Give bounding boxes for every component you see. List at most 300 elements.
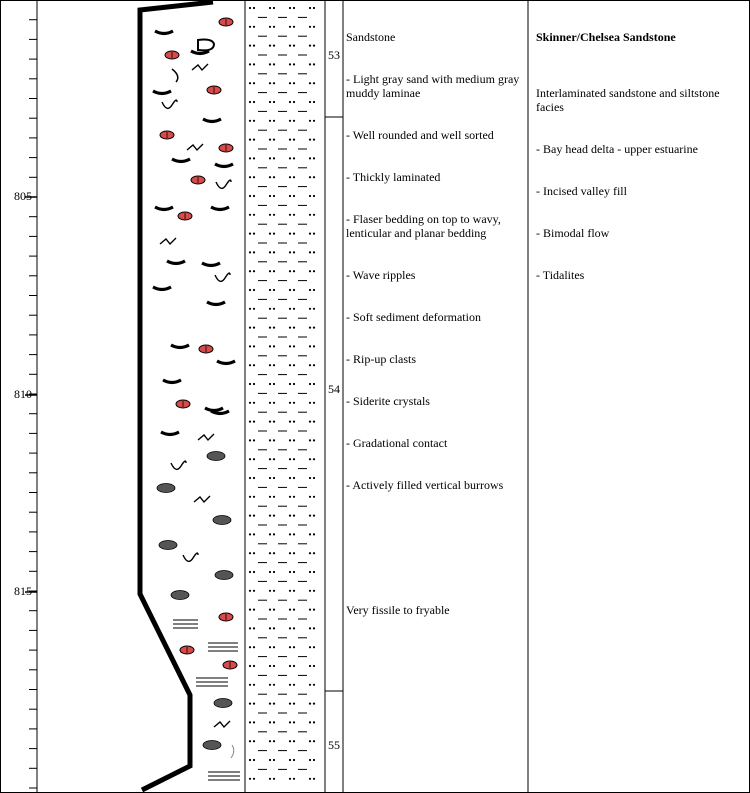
sand-dot [293,7,295,9]
sand-dot [249,101,251,103]
sand-dot [249,157,251,159]
sand-dot [289,778,291,780]
sand-dot [253,721,255,723]
sand-dot [249,120,251,122]
burrow-icon [194,496,210,502]
burrow-icon [214,721,230,727]
sand-dot [293,101,295,103]
ripple-icon [163,380,181,383]
sand-dot [269,402,271,404]
sand-dot [249,82,251,84]
sand-dot [253,82,255,84]
sand-dot [253,308,255,310]
sand-dot [269,101,271,103]
sand-dot [269,214,271,216]
sand-dot [293,740,295,742]
sand-dot [273,439,275,441]
clast-icon [213,516,231,525]
sand-dot [309,515,311,517]
sand-dot [249,270,251,272]
clast-icon [157,484,175,493]
sand-dot [253,421,255,423]
sand-dot [313,176,315,178]
sand-dot [293,214,295,216]
sand-dot [289,496,291,498]
sand-dot [293,308,295,310]
sand-dot [249,721,251,723]
sand-dot [269,7,271,9]
lithology-item: - Gradational contact [346,436,448,450]
sand-dot [269,45,271,47]
sand-dot [293,778,295,780]
sand-dot [273,364,275,366]
sand-dot [309,684,311,686]
sand-dot [273,458,275,460]
sand-dot [289,759,291,761]
sand-dot [249,552,251,554]
sand-dot [249,327,251,329]
sand-dot [313,270,315,272]
depth-label-810: 810 [14,387,32,401]
sand-dot [273,609,275,611]
sand-dot [309,646,311,648]
sand-dot [309,590,311,592]
sand-dot [313,421,315,423]
lithology-item: - Actively filled vertical burrows [346,478,504,492]
lithology-item: - Soft sediment deformation [346,310,481,324]
sand-dot [309,214,311,216]
sand-dot [313,101,315,103]
burrow-icon [192,64,208,70]
sand-dot [249,439,251,441]
sand-dot [253,139,255,141]
sand-dot [269,345,271,347]
lithology-title: Sandstone [346,30,396,44]
ripple-icon [153,287,171,290]
burrow-icon [187,144,203,150]
sand-dot [313,721,315,723]
sand-dot [289,421,291,423]
clast-icon [214,699,232,708]
sand-dot [293,402,295,404]
sand-dot [293,759,295,761]
sand-dot [253,646,255,648]
sand-dot [273,684,275,686]
sand-dot [269,684,271,686]
interpretation-panel [536,2,746,296]
sand-dot [253,740,255,742]
sand-dot [313,740,315,742]
sand-dot [249,45,251,47]
sand-dot [309,289,311,291]
sand-dot [273,740,275,742]
sand-dot [313,345,315,347]
interpretation-title: Skinner/Chelsea Sandstone [536,30,676,44]
sand-dot [313,120,315,122]
sand-dot [249,477,251,479]
sand-dot [313,7,315,9]
sand-dot [269,233,271,235]
sand-dot [309,308,311,310]
sand-dot [313,778,315,780]
sand-dot [289,533,291,535]
sand-dot [309,101,311,103]
sand-dot [269,308,271,310]
sand-dot [269,327,271,329]
sand-dot [313,571,315,573]
sand-dot [253,63,255,65]
sand-dot [253,590,255,592]
sand-dot [253,157,255,159]
sand-dot [273,759,275,761]
sand-dot [249,402,251,404]
sand-dot [273,157,275,159]
sand-dot [293,327,295,329]
sand-dot [313,759,315,761]
sand-dot [289,458,291,460]
sand-dot [313,308,315,310]
burrow-icon [160,238,176,244]
sand-dot [269,609,271,611]
sand-dot [293,176,295,178]
sand-dot [289,552,291,554]
sand-dot [253,214,255,216]
sand-dot [309,759,311,761]
sand-dot [293,515,295,517]
sand-dot [289,120,291,122]
sand-dot [293,345,295,347]
sand-dot [269,157,271,159]
sand-dot [253,45,255,47]
sand-dot [293,609,295,611]
sand-dot [313,233,315,235]
sand-dot [249,571,251,573]
sand-dot [313,646,315,648]
sand-dot [293,139,295,141]
lithology-item: - Wave ripples [346,268,416,282]
sand-dot [289,740,291,742]
sand-dot [249,684,251,686]
sand-dot [273,533,275,535]
sand-dot [273,26,275,28]
sand-dot [269,195,271,197]
sand-dot [309,63,311,65]
sand-dot [253,552,255,554]
sand-dot [249,515,251,517]
sand-dot [289,101,291,103]
sand-dot [293,120,295,122]
ripple-icon [211,411,229,414]
sand-dot [293,270,295,272]
sand-dot [309,439,311,441]
sand-dot [253,477,255,479]
sand-dot [293,26,295,28]
ripple-icon [155,31,173,34]
sand-dot [253,251,255,253]
sand-dot [249,195,251,197]
ripple-icon [211,207,229,210]
sand-dot [293,684,295,686]
sand-dot [273,63,275,65]
sand-dot [289,270,291,272]
sand-dot [313,439,315,441]
sand-dot [309,45,311,47]
sand-dot [309,627,311,629]
sand-dot [269,120,271,122]
sand-dot [293,571,295,573]
sand-dot [309,82,311,84]
sand-dot [309,740,311,742]
sand-dot [313,552,315,554]
sand-dot [313,289,315,291]
depth-label-815: 815 [14,584,32,598]
sand-dot [253,26,255,28]
sand-dot [309,721,311,723]
sand-dot [309,477,311,479]
sand-dot [269,515,271,517]
sand-dot [273,778,275,780]
sand-dot [293,703,295,705]
sand-dot [249,627,251,629]
rip-up-clast-icon [198,40,214,51]
sand-dot [309,7,311,9]
sand-dot [293,439,295,441]
sand-dot [289,515,291,517]
sand-dot [269,646,271,648]
sand-dot [293,195,295,197]
sand-dot [269,270,271,272]
sand-dot [269,477,271,479]
sand-dot [253,533,255,535]
sand-dot [249,26,251,28]
sand-dot [269,721,271,723]
sand-dot [273,233,275,235]
sand-dot [273,703,275,705]
sand-dot [309,270,311,272]
sand-dot [293,627,295,629]
interpretation-item: - Incised valley fill [536,184,627,198]
ripple-icon [207,302,225,305]
lithology-description [346,2,522,506]
sand-dot [313,195,315,197]
interpretation-subtitle: Interlaminated sandstone and siltstone facies [536,86,723,114]
sand-dot [253,101,255,103]
sand-dot [289,627,291,629]
sand-dot [313,383,315,385]
sand-dot [293,364,295,366]
sand-dot [269,533,271,535]
sand-dot [313,63,315,65]
sand-dot [253,383,255,385]
sand-dot [269,289,271,291]
sand-dot [293,721,295,723]
sand-dot [249,533,251,535]
sand-dot [293,82,295,84]
sand-dot [273,82,275,84]
sand-dot [269,82,271,84]
sand-dot [273,327,275,329]
sand-dot [253,571,255,573]
sand-dot [293,590,295,592]
sand-dot [249,759,251,761]
sand-dot [273,308,275,310]
sand-dot [289,609,291,611]
sand-dot [293,289,295,291]
sand-dot [269,552,271,554]
sand-dot [313,157,315,159]
sample-number-53: 53 [328,48,340,62]
sand-dot [253,458,255,460]
sand-dot [273,7,275,9]
deformation-icon [231,745,234,758]
ripple-icon [172,159,190,162]
sand-dot [293,383,295,385]
sand-dot [249,740,251,742]
sand-dot [249,251,251,253]
sand-dot [313,82,315,84]
sand-dot [249,590,251,592]
sand-dot [253,665,255,667]
ripple-icon [205,408,223,411]
sand-dot [313,665,315,667]
sand-dot [249,496,251,498]
ripple-icon [203,119,221,122]
sand-dot [253,120,255,122]
sand-dot [249,7,251,9]
sand-dot [309,345,311,347]
sand-dot [273,289,275,291]
sand-dot [253,176,255,178]
sand-dot [289,383,291,385]
sand-dot [309,533,311,535]
sand-dot [313,364,315,366]
sand-dot [273,665,275,667]
sand-dot [249,646,251,648]
sand-dot [309,157,311,159]
sand-dot [309,609,311,611]
sand-dot [293,477,295,479]
sand-dot [269,571,271,573]
sand-dot [309,233,311,235]
sand-dot [309,703,311,705]
sand-dot [269,740,271,742]
sand-dot [289,477,291,479]
interpretation-item: - Tidalites [536,268,585,282]
sand-dot [253,233,255,235]
sand-dot [293,458,295,460]
sand-dot [309,139,311,141]
lithology-item: - Light gray sand with medium gray muddy laminae [346,72,523,100]
sand-dot [273,345,275,347]
sand-dot [253,195,255,197]
sand-dot [293,533,295,535]
sand-dot [293,251,295,253]
sand-dot [269,251,271,253]
sand-dot [249,665,251,667]
sand-dot [289,251,291,253]
sand-dot [309,778,311,780]
sand-dot [269,26,271,28]
sand-dot [253,778,255,780]
sand-dot [289,7,291,9]
sand-dot [309,383,311,385]
sand-dot [269,439,271,441]
sand-dot [293,45,295,47]
sand-dot [273,496,275,498]
sand-dot [253,327,255,329]
sand-dot [289,233,291,235]
sand-dot [269,364,271,366]
sand-dot [249,308,251,310]
burrow-icon [198,434,214,440]
lithology-pattern [249,7,315,780]
sand-dot [269,759,271,761]
sand-dot [293,496,295,498]
lithology-item: - Rip-up clasts [346,352,416,366]
sand-dot [253,496,255,498]
sand-dot [293,421,295,423]
sand-dot [313,515,315,517]
deformation-icon [172,69,178,82]
sand-dot [273,270,275,272]
sand-dot [313,590,315,592]
sand-dot [293,63,295,65]
sand-dot [269,139,271,141]
lithology-item: - Siderite crystals [346,394,430,408]
sample-number-54: 54 [328,382,340,396]
sand-dot [273,515,275,517]
sand-dot [273,176,275,178]
lithology-item: - Well rounded and well sorted [346,128,494,142]
sand-dot [313,26,315,28]
sand-dot [253,402,255,404]
ripple-icon [171,345,189,348]
sand-dot [289,665,291,667]
sand-dot [313,533,315,535]
ripple-icon [161,432,179,435]
sand-dot [273,214,275,216]
sand-dot [313,251,315,253]
sand-dot [249,778,251,780]
sand-dot [289,308,291,310]
sand-dot [313,458,315,460]
sand-dot [273,590,275,592]
sand-dot [289,63,291,65]
sand-dot [313,327,315,329]
sand-dot [249,703,251,705]
lithology-item: - Thickly laminated [346,170,441,184]
sand-dot [289,289,291,291]
sand-dot [249,63,251,65]
sand-dot [269,778,271,780]
sand-dot [273,402,275,404]
sand-dot [273,571,275,573]
sand-dot [309,421,311,423]
sand-dot [273,45,275,47]
sand-dot [289,646,291,648]
sand-dot [249,233,251,235]
lithology-item: - Flaser bedding on top to wavy, lenticular and planar bedding [346,212,504,240]
sand-dot [253,515,255,517]
sand-dot [253,609,255,611]
sand-dot [249,289,251,291]
sand-dot [269,496,271,498]
sand-dot [253,627,255,629]
ripple-icon [202,263,220,266]
sample-number-55: 55 [328,738,340,752]
sand-dot [253,270,255,272]
sand-dot [273,421,275,423]
